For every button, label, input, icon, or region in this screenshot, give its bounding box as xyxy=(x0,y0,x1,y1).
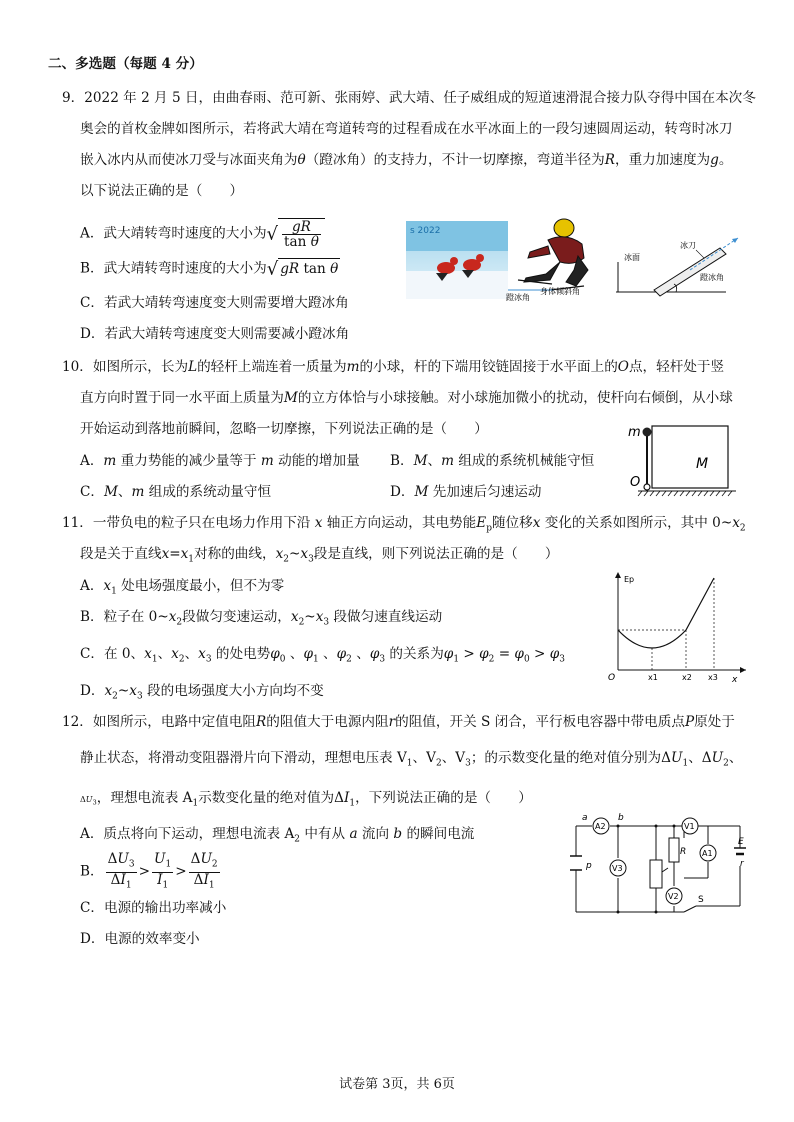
svg-text:A2: A2 xyxy=(595,822,606,831)
svg-text:冰面: 冰面 xyxy=(624,253,640,262)
q12-option-d[interactable]: D．电源的效率变小 xyxy=(80,931,200,947)
section-title: 二、多选题（每题 4 分） xyxy=(48,56,203,72)
q10-option-c[interactable]: C．M、m 组成的系统动量守恒 xyxy=(80,484,272,500)
svg-text:V2: V2 xyxy=(668,892,679,901)
svg-text:O: O xyxy=(608,673,616,683)
q12-line1: 12．如图所示，电路中定值电阻R的阻值大于电源内阻r的阻值，开关 S 闭合，平行板电容器中带电质点P原处于 xyxy=(62,714,735,730)
q11-option-a[interactable]: A．$x_1$ 处电场强度最小，但不为零 xyxy=(80,578,285,597)
svg-text:x3: x3 xyxy=(708,673,718,682)
q10-line2: 直方向时置于同一水平面上质量为M的立方体恰与小球接触。对小球施加微小的扰动，使杆向右倾倒，从小球 xyxy=(80,390,733,406)
q11-option-b[interactable]: B．粒子在 $0\sim x_2$段做匀变速运动，$x_2\sim x_3$ 段做匀速直线运动 xyxy=(80,609,443,628)
svg-text:s 2022: s 2022 xyxy=(410,226,441,236)
svg-text:x1: x1 xyxy=(648,673,658,682)
svg-text:Ep: Ep xyxy=(624,575,635,584)
q10-line1: 10．如图所示，长为L的轻杆上端连着一质量为m的小球，杆的下端用铰链固接于水平面上的O点，轻杆处于竖 xyxy=(62,359,725,375)
svg-text:身体倾斜角: 身体倾斜角 xyxy=(540,287,580,296)
q9-line2: 奥会的首枚金牌如图所示，若将武大靖在弯道转弯的过程看成在水平冰面上的一段匀速圆周运动，转弯时冰刀 xyxy=(80,121,733,137)
svg-text:V1: V1 xyxy=(684,822,695,831)
q9-blade-diagram xyxy=(614,234,754,298)
q10-option-a[interactable]: A．m 重力势能的减少量等于 m 动能的增加量 xyxy=(80,453,360,469)
q11-option-d[interactable]: D．$x_2\sim x_3$ 段的电场强度大小方向均不变 xyxy=(80,683,324,702)
svg-text:E: E xyxy=(738,837,744,847)
q9-photo xyxy=(406,221,508,299)
q12-circuit xyxy=(566,808,748,918)
q12-line3: $\Delta U_3$，理想电流表 $A_1$示数变化量的绝对值为$\Delta I_1$，下列说法正确的是（ ） xyxy=(80,790,532,809)
svg-text:x: x xyxy=(732,675,738,685)
q12-line2: 静止状态，将滑动变阻器滑片向下滑动，理想电压表 $V_1$、$V_2$、$V_3$；的示数变化量的绝对值分别为$\Delta U_1$、$\Delta U_2$、 xyxy=(80,750,743,769)
q9-option-b[interactable]: B．武大靖转弯时速度的大小为√ gR tan θ xyxy=(80,258,339,280)
q12-option-b[interactable]: B． $\frac{\Delta U_3}{\Delta I_1}$ > $\frac{U_1}{I_1}$ > $\frac{\Delta U_2}{\Delta I_1}$ xyxy=(80,851,218,891)
svg-text:r: r xyxy=(740,859,744,869)
svg-text:S: S xyxy=(698,895,704,905)
svg-text:x2: x2 xyxy=(682,673,692,682)
svg-text:蹬冰角: 蹬冰角 xyxy=(700,273,724,282)
svg-text:蹬冰角: 蹬冰角 xyxy=(506,293,530,302)
svg-text:a: a xyxy=(582,813,588,823)
svg-text:A1: A1 xyxy=(702,849,713,858)
q9-option-d[interactable]: D．若武大靖转弯速度变大则需要减小蹬冰角 xyxy=(80,326,350,342)
q11-graph xyxy=(606,566,752,688)
q10-line3: 开始运动到落地前瞬间，忽略一切摩擦，下列说法正确的是（ ） xyxy=(80,421,488,437)
svg-text:冰刀: 冰刀 xyxy=(680,241,696,250)
q12-option-c[interactable]: C．电源的输出功率减小 xyxy=(80,900,227,916)
q9-option-a[interactable]: A．武大靖转弯时速度的大小为√ $\frac{gR}{\text{tan θ}}$ xyxy=(80,218,325,250)
svg-text:M: M xyxy=(696,456,709,472)
page-footer: 试卷第 3页，共 6页 xyxy=(339,1077,455,1092)
q10-option-b[interactable]: B．M、m 组成的系统机械能守恒 xyxy=(390,453,595,469)
svg-text:b: b xyxy=(618,813,624,823)
q10-figure xyxy=(624,420,744,500)
svg-text:V3: V3 xyxy=(612,864,623,873)
q10-option-d[interactable]: D．M 先加速后匀速运动 xyxy=(390,484,542,500)
q9-line3: 嵌入冰内从而使冰刀受与冰面夹角为θ（蹬冰角）的支持力，不计一切摩擦，弯道半径为R，重力加速度为g。 xyxy=(80,152,733,168)
svg-text:R: R xyxy=(680,847,687,857)
svg-text:p: p xyxy=(586,861,592,871)
q9-line4: 以下说法正确的是（ ） xyxy=(80,183,244,199)
q11-line2: 段是关于直线$x=x_1$对称的曲线，$x_2\sim x_3$段是直线，则下列说法正确的是（ ） xyxy=(80,546,559,565)
q12-option-a[interactable]: A．质点将向下运动，理想电流表 $A_2$ 中有从 a 流向 b 的瞬间电流 xyxy=(80,826,475,845)
q11-option-c[interactable]: C．在 0、$x_1$、$x_2$、$x_3$ 的处电势$\varphi_0$ 、$\varphi_1$ 、$\varphi_2$ 、$\varphi_3$ 的关系为$\varphi_1 > \varphi_2 = \varphi_0 > \varphi_3$ xyxy=(80,646,565,665)
q9-option-c[interactable]: C．若武大靖转弯速度变大则需要增大蹬冰角 xyxy=(80,295,349,311)
svg-text:O: O xyxy=(630,475,641,490)
q11-line1: 11．一带负电的粒子只在电场力作用下沿 x 轴正方向运动，其电势能$E_p$随位移x 变化的关系如图所示，其中 $0\sim x_2$ xyxy=(62,515,746,534)
svg-text:m: m xyxy=(628,425,641,440)
q9-skater-diagram xyxy=(504,212,612,302)
q9-line1: 9．2022 年 2 月 5 日，由曲春雨、范可新、张雨婷、武大靖、任子威组成的短道速滑混合接力队夺得中国在本次冬 xyxy=(62,90,756,106)
